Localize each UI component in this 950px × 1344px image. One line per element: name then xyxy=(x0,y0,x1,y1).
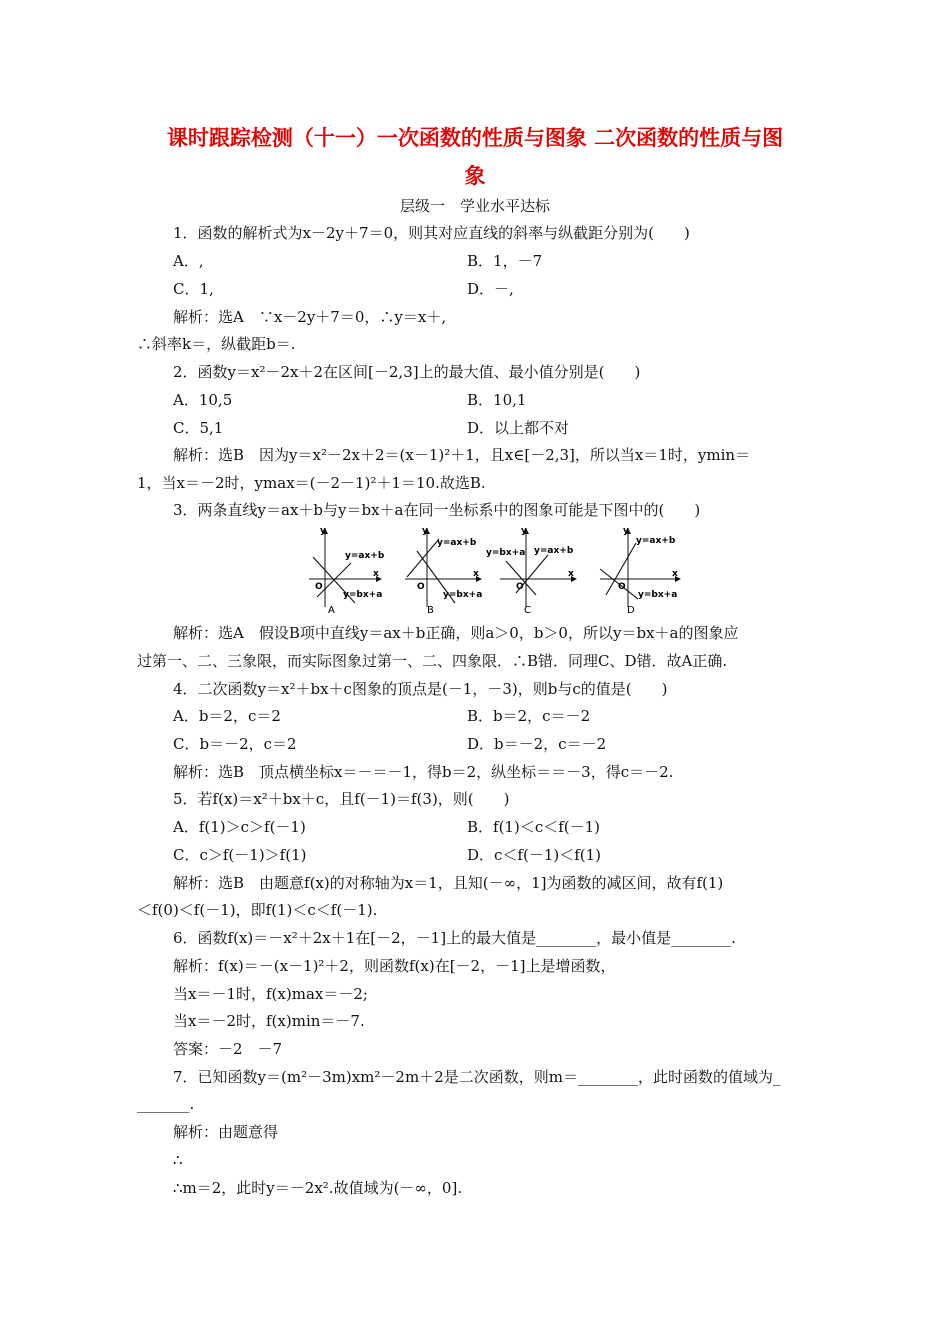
panel-c-x-label: x xyxy=(568,569,574,579)
panel-a-origin: O xyxy=(315,582,323,592)
q4-option-c: C．b＝－2，c＝2 xyxy=(173,735,297,753)
panel-d-line-1: y=ax+b xyxy=(636,536,676,546)
q7-stem-1: 7．已知函数y＝(m²－3m)xm²－2m＋2是二次函数，则m＝________，此时函数的值域为_ xyxy=(173,1068,781,1086)
panel-d-origin: O xyxy=(618,582,626,592)
q6-solution-2: 当x＝－1时，f(x)max＝－2; xyxy=(173,985,368,1003)
panel-c-origin: O xyxy=(516,582,524,592)
q2-stem: 2．函数y＝x²－2x＋2在区间[－2,3]上的最大值、最小值分别是( ) xyxy=(173,363,641,381)
q7-solution-1: 解析：由题意得 xyxy=(173,1123,279,1141)
q3-solution-1: 解析：选A 假设B项中直线y＝ax＋b正确，则a＞0，b＞0，所以y＝bx＋a的图象应 xyxy=(173,624,739,642)
panel-b-label: B xyxy=(427,605,434,615)
panel-c-label: C xyxy=(524,605,531,615)
q3-figure xyxy=(303,525,688,615)
q3-solution-2: 过第一、二、三象限，而实际图象过第一、二、四象限．∴B错．同理C、D错．故A正确. xyxy=(137,652,728,670)
q5-option-c: C．c＞f(－1)＞f(1) xyxy=(173,846,307,864)
panel-a-x-label: x xyxy=(373,569,379,579)
panel-a-label: A xyxy=(328,605,335,615)
q1-solution-2: ∴斜率k＝，纵截距b＝. xyxy=(137,335,296,353)
q6-solution-1: 解析：f(x)＝－(x－1)²＋2，则函数f(x)在[－2，－1]上是增函数， xyxy=(173,957,616,975)
q5-stem: 5．若f(x)＝x²＋bx＋c，且f(－1)＝f(3)，则( ) xyxy=(173,790,510,808)
q2-option-d: D．以上都不对 xyxy=(467,419,570,437)
document-title-line-2: 象 xyxy=(464,164,486,188)
panel-d-label: D xyxy=(627,605,635,615)
q5-solution-1: 解析：选B 由题意f(x)的对称轴为x＝1，且知(－∞，1]为函数的减区间，故有f(1) xyxy=(173,874,724,892)
q4-option-d: D．b＝－2，c＝－2 xyxy=(467,735,607,753)
panel-c xyxy=(486,526,576,615)
panel-a-line-2: y=bx+a xyxy=(343,590,383,600)
q2-option-b: B．10,1 xyxy=(467,391,527,409)
q7-solution-2: ∴ xyxy=(173,1151,183,1169)
panel-b-y-label: y xyxy=(422,526,428,536)
q1-option-a: A．, xyxy=(173,252,204,270)
panel-d-y-label: y xyxy=(623,526,629,536)
panel-c-line-2: y=ax+b xyxy=(534,546,574,556)
q1-option-c: C．1, xyxy=(173,280,214,298)
document-title-line-1: 课时跟踪检测（十一）一次函数的性质与图象 二次函数的性质与图 xyxy=(166,126,784,150)
q6-answer: 答案：－2 －7 xyxy=(173,1040,283,1058)
q5-option-b: B．f(1)＜c＜f(－1) xyxy=(467,818,601,836)
panel-d-x-label: x xyxy=(672,569,678,579)
panel-c-line-1: y=bx+a xyxy=(486,548,526,558)
q7-solution-3: ∴m＝2，此时y＝－2x².故值域为(－∞，0]. xyxy=(173,1179,463,1197)
section-heading: 层级一 学业水平达标 xyxy=(399,197,550,215)
q2-solution-2: 1，当x＝－2时，ymax＝(－2－1)²＋1＝10.故选B. xyxy=(137,474,486,492)
q1-solution-1: 解析：选A ∵x－2y＋7＝0，∴y＝x＋, xyxy=(173,308,447,326)
q2-option-c: C．5,1 xyxy=(173,419,224,437)
panel-d-line-2: y=bx+a xyxy=(638,590,678,600)
panel-b xyxy=(405,526,482,615)
q1-option-b: B．1，－7 xyxy=(467,252,543,270)
panel-a xyxy=(309,526,385,615)
q4-option-a: A．b＝2，c＝2 xyxy=(173,707,281,725)
q7-stem-2: _______. xyxy=(137,1095,195,1113)
q2-solution-1: 解析：选B 因为y＝x²－2x＋2＝(x－1)²＋1，且x∈[－2,3]，所以当x＝1时，ymin＝ xyxy=(173,446,751,464)
q4-option-b: B．b＝2，c＝－2 xyxy=(467,707,591,725)
q4-solution: 解析：选B 顶点横坐标x＝－＝－1，得b＝2，纵坐标＝＝－3，得c＝－2. xyxy=(173,763,674,781)
panel-b-line-2: y=bx+a xyxy=(443,590,483,600)
q1-stem: 1．函数的解析式为x－2y＋7＝0，则其对应直线的斜率与纵截距分别为( ) xyxy=(173,224,690,242)
q6-stem: 6．函数f(x)＝－x²＋2x＋1在[－2，－1]上的最大值是________，最小值是________. xyxy=(173,929,736,947)
panel-b-line-1: y=ax+b xyxy=(437,538,477,548)
q5-option-a: A．f(1)＞c＞f(－1) xyxy=(173,818,306,836)
panel-b-origin: O xyxy=(417,582,425,592)
panel-c-y-label: y xyxy=(521,526,527,536)
q5-solution-2: ＜f(0)＜f(－1)，即f(1)＜c＜f(－1). xyxy=(137,901,378,919)
panel-d xyxy=(600,526,680,615)
q5-option-d: D．c＜f(－1)＜f(1) xyxy=(467,846,602,864)
panel-b-x-label: x xyxy=(473,569,479,579)
panel-a-y-label: y xyxy=(320,526,326,536)
panel-a-line-1: y=ax+b xyxy=(345,551,385,561)
q2-option-a: A．10,5 xyxy=(173,391,233,409)
q1-option-d: D．－, xyxy=(467,280,514,298)
q6-solution-3: 当x＝－2时，f(x)min＝－7. xyxy=(173,1012,365,1030)
q3-stem: 3．两条直线y＝ax＋b与y＝bx＋a在同一坐标系中的图象可能是下图中的( ) xyxy=(173,501,701,519)
q4-stem: 4．二次函数y＝x²＋bx＋c图象的顶点是(－1，－3)，则b与c的值是( ) xyxy=(173,680,668,698)
